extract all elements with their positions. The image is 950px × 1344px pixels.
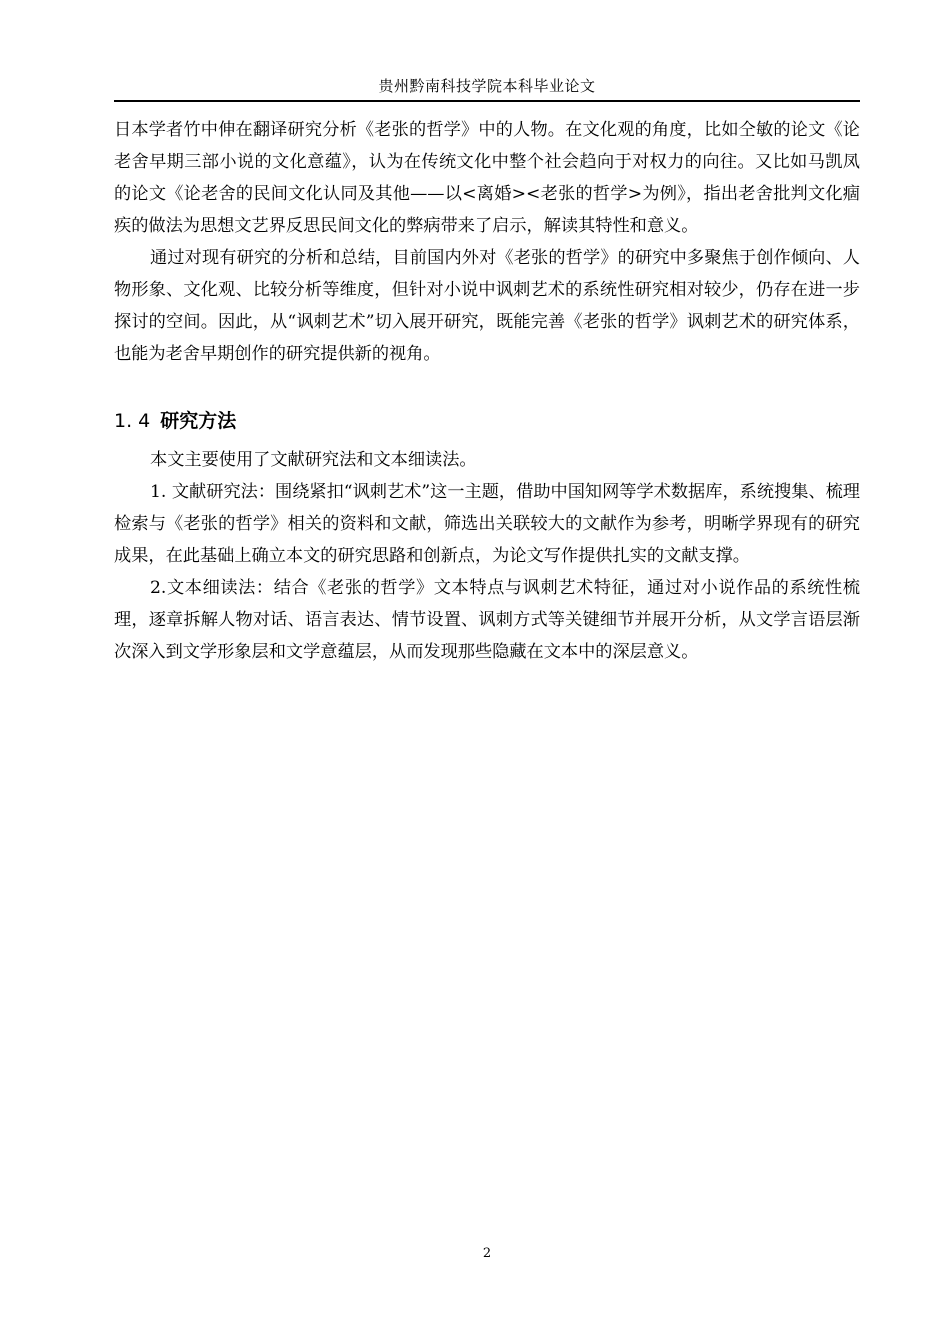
- paragraph-method-close-reading: 2.文本细读法：结合《老张的哲学》文本特点与讽刺艺术特征，通过对小说作品的系统性梳理，逐章拆解人物对话、语言表达、情节设置、讽刺方式等关键细节并展开分析，从文学言语层渐次深入到文学形象层和文学意蕴层，从而发现那些隐藏在文本中的深层意义。: [114, 578, 860, 662]
- body-text: [114, 114, 860, 668]
- paragraph-literature-review-continued: 日本学者竹中伸在翻译研究分析《老张的哲学》中的人物。在文化观的角度，比如仝敏的论文《论老舍早期三部小说的文化意蕴》，认为在传统文化中整个社会趋向于对权力的向往。又比如马凯凤的论文《论老舍的民间文化认同及其他——以<离婚><老张的哲学>为例》，指出老舍批判文化痼疾的做法为思想文艺界反思民间文化的弊病带来了启示，解读其特性和意义。: [114, 120, 860, 236]
- running-header: 贵州黔南科技学院本科毕业论文: [378, 77, 596, 95]
- section-heading: [114, 406, 860, 436]
- paragraph-research-summary: 通过对现有研究的分析和总结，目前国内外对《老张的哲学》的研究中多聚焦于创作倾向、人物形象、文化观、比较分析等维度，但针对小说中讽刺艺术的系统性研究相对较少，仍存在进一步探讨的空间。因此，从“讽刺艺术”切入展开研究，既能完善《老张的哲学》讽刺艺术的研究体系，也能为老舍早期创作的研究提供新的视角。: [114, 248, 860, 364]
- section-number: 1. 4: [114, 410, 151, 432]
- paragraph-methods-intro: 本文主要使用了文献研究法和文本细读法。: [150, 450, 477, 470]
- header-rule: [114, 100, 860, 102]
- paragraph-method-literature: 1. 文献研究法：围绕紧扣“讽刺艺术”这一主题，借助中国知网等学术数据库，系统搜集、梳理检索与《老张的哲学》相关的资料和文献，筛选出关联较大的文献作为参考，明晰学界现有的研究成果，在此基础上确立本文的研究思路和创新点，为论文写作提供扎实的文献支撑。: [114, 482, 860, 566]
- page-number: 2: [482, 1246, 492, 1261]
- section-title: 研究方法: [160, 410, 237, 432]
